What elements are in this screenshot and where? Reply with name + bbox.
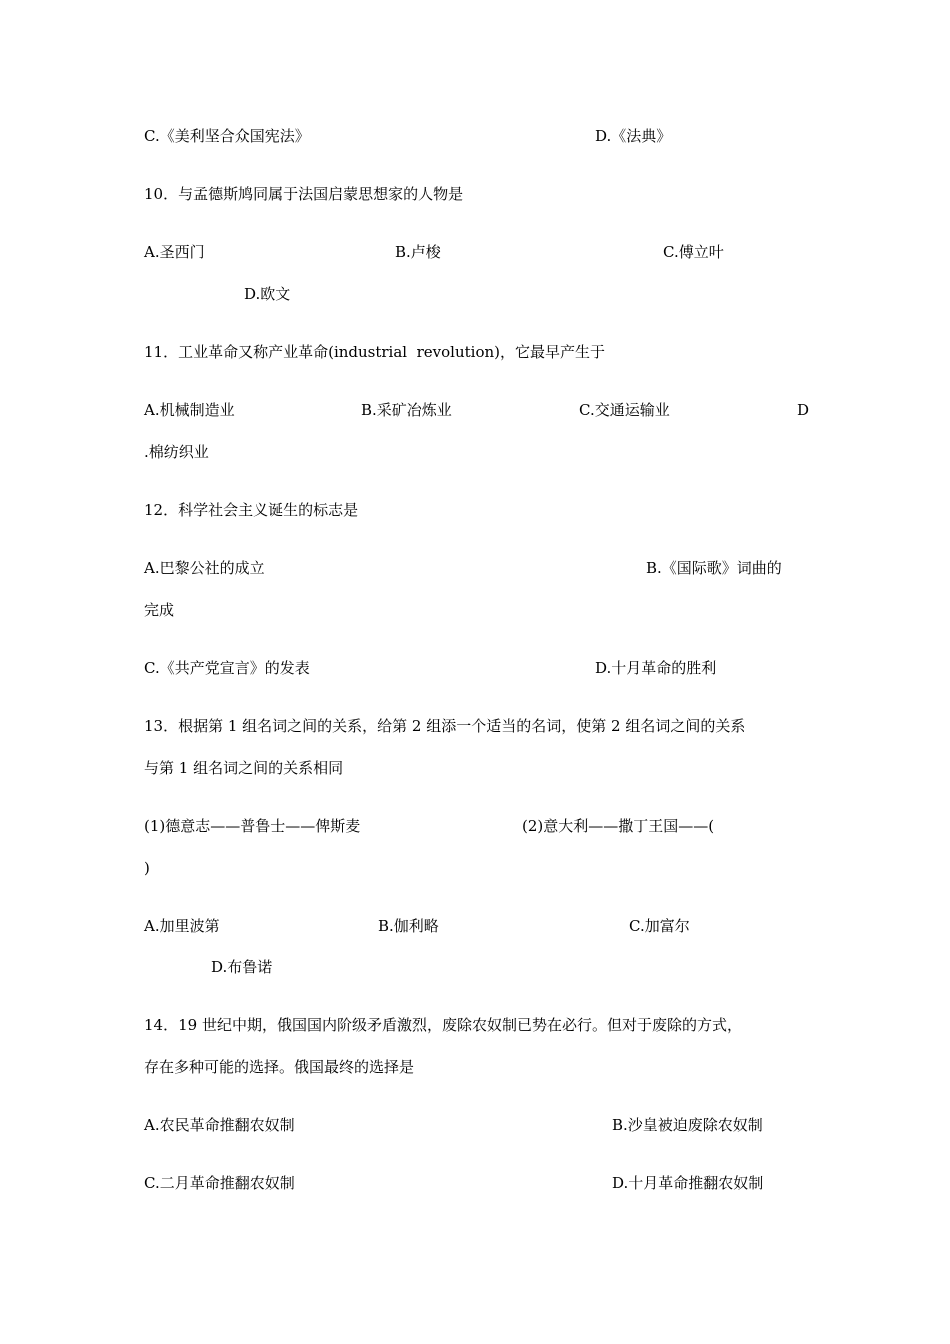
q14-option-b: B.沙皇被迫废除农奴制 [612,1116,763,1134]
q14-option-d: D.十月革命推翻农奴制 [612,1174,764,1192]
q14-stem: 14．19 世纪中期，俄国国内阶级矛盾激烈，废除农奴制已势在必行。但对于废除的方式， [144,1016,742,1034]
q10-stem: 10．与孟德斯鸠同属于法国启蒙思想家的人物是 [144,185,464,203]
q10-option-a: A.圣西门 [144,243,205,261]
q13-option-b: B.伽利略 [378,917,439,935]
q13-group-2: (2)意大利——撒丁王国——( [522,817,715,835]
q10-option-d: D.欧文 [244,285,291,303]
q13-group-1: (1)德意志——普鲁士——俾斯麦 [144,817,361,835]
q11-option-c: C.交通运输业 [579,401,670,419]
q14-option-c: C.二月革命推翻农奴制 [144,1174,295,1192]
q10-option-b: B.卢梭 [395,243,441,261]
q13-option-d: D.布鲁诺 [211,958,273,976]
q9-option-c: C.《美利坚合众国宪法》 [144,127,310,145]
q12-option-b: B.《国际歌》词曲的 [646,559,782,577]
q13-option-c: C.加富尔 [629,917,690,935]
q10-option-c: C.傅立叶 [663,243,724,261]
q11-option-d-letter: D [797,401,810,419]
q12-option-a: A.巴黎公社的成立 [144,559,265,577]
q11-option-a: A.机械制造业 [144,401,235,419]
q14-option-a: A.农民革命推翻农奴制 [144,1116,295,1134]
q12-option-d: D.十月革命的胜利 [595,659,717,677]
q12-stem: 12．科学社会主义诞生的标志是 [144,501,359,519]
q11-option-d-text: .棉纺织业 [144,443,209,461]
q13-group-2-continued: ) [144,859,150,877]
q11-option-b: B.采矿冶炼业 [361,401,452,419]
q13-stem: 13．根据第 1 组名词之间的关系，给第 2 组添一个适当的名词，使第 2 组名词之间的关系 [144,717,746,735]
q13-option-a: A.加里波第 [144,917,220,935]
q11-stem: 11．工业革命又称产业革命(industrial revolution)，它最早产生于 [144,343,606,361]
q13-stem-continued: 与第 1 组名词之间的关系相同 [144,759,344,777]
q12-option-b-continued: 完成 [144,601,175,619]
q14-stem-continued: 存在多种可能的选择。俄国最终的选择是 [144,1058,415,1076]
q12-option-c: C.《共产党宣言》的发表 [144,659,310,677]
q9-option-d: D.《法典》 [595,127,672,145]
